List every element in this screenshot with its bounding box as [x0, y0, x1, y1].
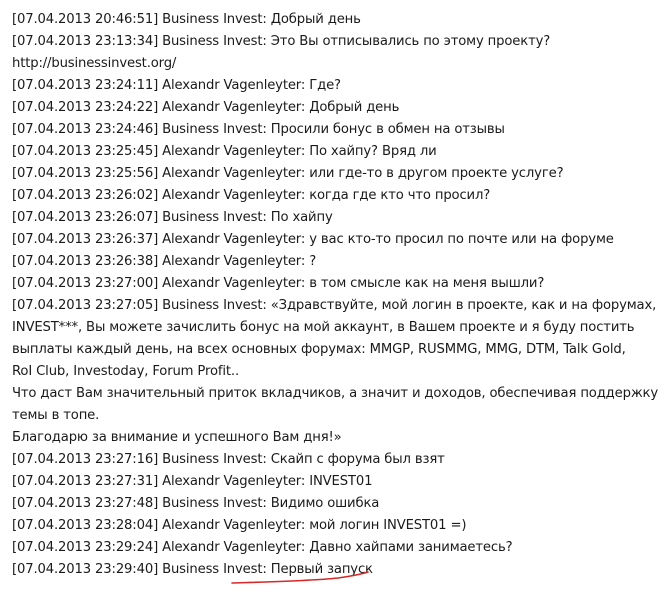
message-timestamp: [07.04.2013 23:27:00] — [12, 276, 159, 291]
message-sender: Alexandr Vagenleyter: — [162, 232, 306, 247]
chat-line — [12, 273, 662, 295]
chat-line — [12, 515, 662, 537]
message-link[interactable]: http://businessinvest.org/ — [12, 56, 177, 71]
message-sender: Alexandr Vagenleyter: — [162, 540, 306, 555]
message-text: INVEST01 — [309, 474, 373, 489]
message-timestamp: [07.04.2013 23:27:48] — [12, 496, 159, 511]
chat-line — [12, 31, 662, 53]
message-text: мой логин INVEST01 =) — [309, 518, 467, 533]
message-text: По хайпу — [270, 210, 333, 225]
chat-line — [12, 537, 662, 559]
message-timestamp: [07.04.2013 23:25:45] — [12, 144, 159, 159]
message-timestamp: [07.04.2013 23:25:56] — [12, 166, 159, 181]
message-text: в том смысле как на меня вышли? — [309, 276, 545, 291]
chat-line-continuation — [12, 317, 662, 339]
message-timestamp: [07.04.2013 23:26:07] — [12, 210, 159, 225]
message-sender: Business Invest: — [162, 298, 267, 313]
message-text: Видимо ошибка — [270, 496, 380, 511]
message-sender: Business Invest: — [162, 122, 267, 137]
chat-line — [12, 471, 662, 493]
message-text: у вас кто-то просил по почте или на форуме — [309, 232, 614, 247]
chat-line — [12, 207, 662, 229]
message-text: Благодарю за внимание и успешного Вам дня!» — [12, 430, 342, 445]
message-sender: Alexandr Vagenleyter: — [162, 276, 306, 291]
message-text: INVEST***, Вы можете зачислить бонус на мой аккаунт, в Вашем проекте и я буду постить — [12, 320, 635, 335]
message-sender: Alexandr Vagenleyter: — [162, 474, 306, 489]
message-text: выплаты каждый день, на всех основных форумах: MMGP, RUSMMG, MMG, DTM, Talk Gold, — [12, 342, 626, 357]
message-timestamp: [07.04.2013 23:27:31] — [12, 474, 159, 489]
chat-line — [12, 185, 662, 207]
chat-line — [12, 75, 662, 97]
message-sender: Alexandr Vagenleyter: — [162, 78, 306, 93]
chat-line-continuation — [12, 53, 662, 75]
message-text: Давно хайпами занимаетесь? — [309, 540, 513, 555]
chat-line — [12, 449, 662, 471]
message-sender: Alexandr Vagenleyter: — [162, 166, 306, 181]
message-text: когда где кто что просил? — [309, 188, 491, 203]
message-timestamp: [07.04.2013 23:26:37] — [12, 232, 159, 247]
message-text: Добрый день — [270, 12, 361, 27]
message-text: «Здравствуйте, мой логин в проекте, как и на форумах, — [270, 298, 657, 313]
message-timestamp: [07.04.2013 23:13:34] — [12, 34, 159, 49]
message-text: темы в топе. — [12, 408, 100, 423]
message-text: Это Вы отписывались по этому проекту? — [270, 34, 551, 49]
chat-line — [12, 141, 662, 163]
chat-line — [12, 229, 662, 251]
message-text: Просили бонус в обмен на отзывы — [270, 122, 505, 137]
chat-line-continuation — [12, 361, 662, 383]
message-text: Скайп с форума был взят — [270, 452, 445, 467]
chat-line — [12, 163, 662, 185]
chat-log — [12, 9, 662, 581]
message-timestamp: [07.04.2013 23:27:05] — [12, 298, 159, 313]
message-timestamp: [07.04.2013 23:26:02] — [12, 188, 159, 203]
message-text: Что даст Вам значительный приток вкладчиков, а значит и доходов, обеспечивая поддержку — [12, 386, 659, 401]
message-sender: Business Invest: — [162, 34, 267, 49]
message-timestamp: [07.04.2013 20:46:51] — [12, 12, 159, 27]
message-timestamp: [07.04.2013 23:24:11] — [12, 78, 159, 93]
message-text: ? — [309, 254, 317, 269]
red-underline-annotation — [230, 569, 370, 587]
message-timestamp: [07.04.2013 23:26:38] — [12, 254, 159, 269]
message-timestamp: [07.04.2013 23:29:24] — [12, 540, 159, 555]
message-sender: Alexandr Vagenleyter: — [162, 518, 306, 533]
message-sender: Business Invest: — [162, 12, 267, 27]
message-text-highlighted: Первый запуск — [270, 562, 373, 577]
message-timestamp: [07.04.2013 23:28:04] — [12, 518, 159, 533]
message-text: или где-то в другом проекте услуге? — [309, 166, 564, 181]
message-text: Где? — [309, 78, 341, 93]
message-sender: Alexandr Vagenleyter: — [162, 144, 306, 159]
message-timestamp: [07.04.2013 23:24:22] — [12, 100, 159, 115]
chat-line-continuation — [12, 383, 662, 405]
message-timestamp: [07.04.2013 23:27:16] — [12, 452, 159, 467]
chat-line — [12, 251, 662, 273]
message-text: Добрый день — [309, 100, 400, 115]
message-sender: Alexandr Vagenleyter: — [162, 100, 306, 115]
chat-line-continuation — [12, 427, 662, 449]
message-sender: Alexandr Vagenleyter: — [162, 254, 306, 269]
chat-line-continuation — [12, 405, 662, 427]
chat-line — [12, 119, 662, 141]
chat-line — [12, 97, 662, 119]
message-sender: Business Invest: — [162, 496, 267, 511]
message-sender: Business Invest: — [162, 452, 267, 467]
message-sender: Business Invest: — [162, 210, 267, 225]
message-timestamp: [07.04.2013 23:29:40] — [12, 562, 159, 577]
chat-line — [12, 9, 662, 31]
message-text: RoI Club, Investoday, Forum Profit.. — [12, 364, 240, 379]
chat-line-continuation — [12, 339, 662, 361]
message-timestamp: [07.04.2013 23:24:46] — [12, 122, 159, 137]
message-text: По хайпу? Вряд ли — [309, 144, 437, 159]
chat-line — [12, 493, 662, 515]
message-sender: Alexandr Vagenleyter: — [162, 188, 306, 203]
chat-line — [12, 295, 662, 317]
message-sender: Business Invest: — [162, 562, 267, 577]
